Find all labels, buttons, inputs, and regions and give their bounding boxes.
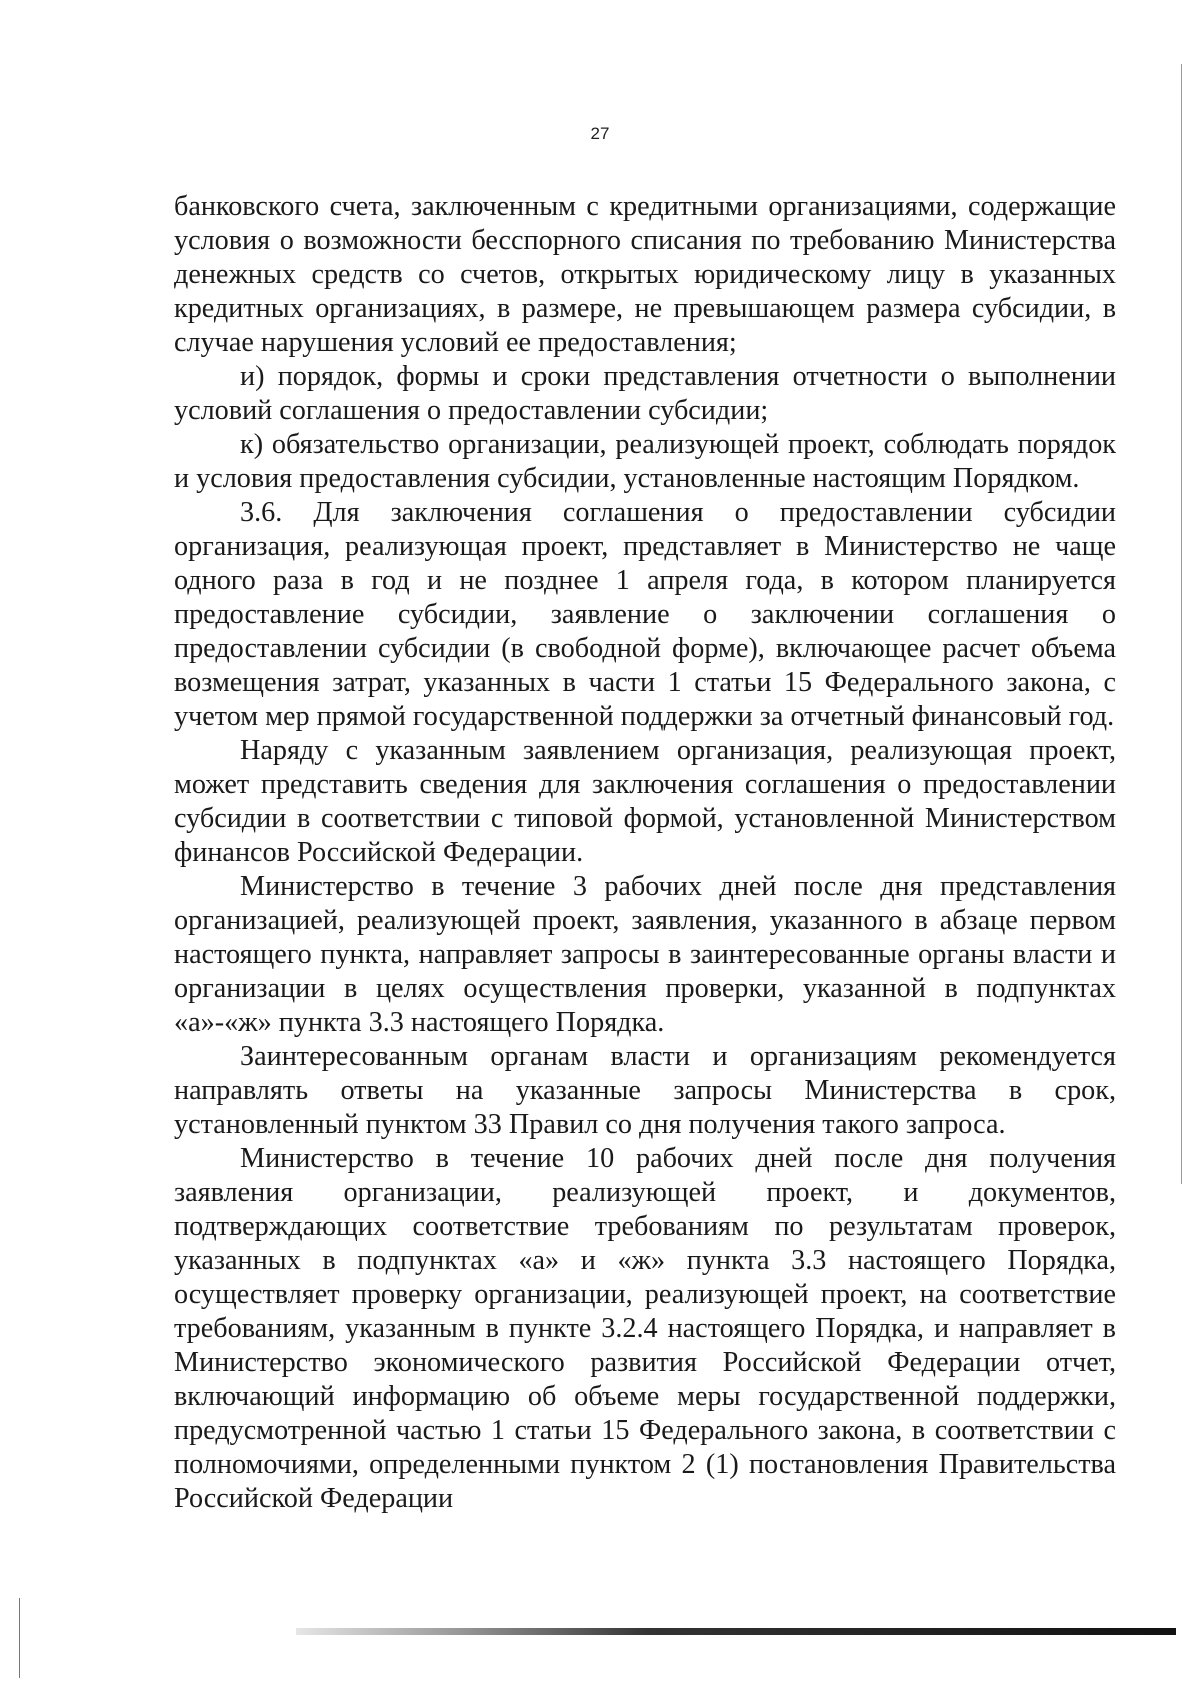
paragraph-ministry-verification: Министерство в течение 10 рабочих дней после дня получения заявления организации, реализующей проект, и документов, подтверждающих соответствие требованиям по результатам проверок, указанных в подпунктах «а» и «ж» пункта 3.3 настоящего Порядка, осуществляет проверку организации, реализующей проект, на соответствие требованиям, указанным в пункте 3.2.4 настоящего Порядка, и направляет в Министерство экономического развития Российской Федерации отчет, включающий информацию об объеме меры государственной поддержки, предусмотренной частью 1 статьи 15 Федерального закона, в соответствии с полномочиями, определенными пунктом 2 (1) постановления Правительства Российской Федерации <box>174 1143 1116 1514</box>
paragraph-item-i: и) порядок, формы и сроки представления отчетности о выполнении условий соглашения о предоставлении субсидии; <box>174 361 1116 426</box>
paragraph-recommendation: Заинтересованным органам власти и организациям рекомендуется направлять ответы на указанные запросы Министерства в срок, установленный пунктом 33 Правил со дня получения такого запроса. <box>174 1041 1116 1140</box>
paragraph-section-3-6: 3.6. Для заключения соглашения о предоставлении субсидии организация, реализующая проект, представляет в Министерство не чаще одного раза в год и не позднее 1 апреля года, в котором планируется предоставление субсидии, заявление о заключении соглашения о предоставлении субсидии (в свободной форме), включающее расчет объема возмещения затрат, указанных в части 1 статьи 15 Федерального закона, с учетом мер прямой государственной поддержки за отчетный финансовый год. <box>174 497 1116 732</box>
paragraph-additional-info: Наряду с указанным заявлением организация, реализующая проект, может представить сведения для заключения соглашения о предоставлении субсидии в соответствии с типовой формой, установленной Министерством финансов Российской Федерации. <box>174 735 1116 868</box>
paragraph-continuation: банковского счета, заключенным с кредитными организациями, содержащие условия о возможности бесспорного списания по требованию Министерства денежных средств со счетов, открытых юридическому лицу в указанных кредитных организациях, в размере, не превышающем размера субсидии, в случае нарушения условий ее предоставления; <box>174 191 1116 358</box>
scan-edge-right <box>1181 64 1182 1184</box>
page-number: 27 <box>590 124 610 143</box>
paragraph-item-k: к) обязательство организации, реализующей проект, соблюдать порядок и условия предоставления субсидии, установленные настоящим Порядком. <box>174 429 1116 494</box>
scan-bottom-bar <box>296 1628 1176 1635</box>
paragraph-ministry-requests: Министерство в течение 3 рабочих дней после дня представления организацией, реализующей проект, заявления, указанного в абзаце первом настоящего пункта, направляет запросы в заинтересованные органы власти и организации в целях осуществления проверки, указанной в подпунктах «а»-«ж» пункта 3.3 настоящего Порядка. <box>174 871 1116 1038</box>
scan-edge-left <box>19 1598 20 1678</box>
document-body <box>174 190 1116 1516</box>
